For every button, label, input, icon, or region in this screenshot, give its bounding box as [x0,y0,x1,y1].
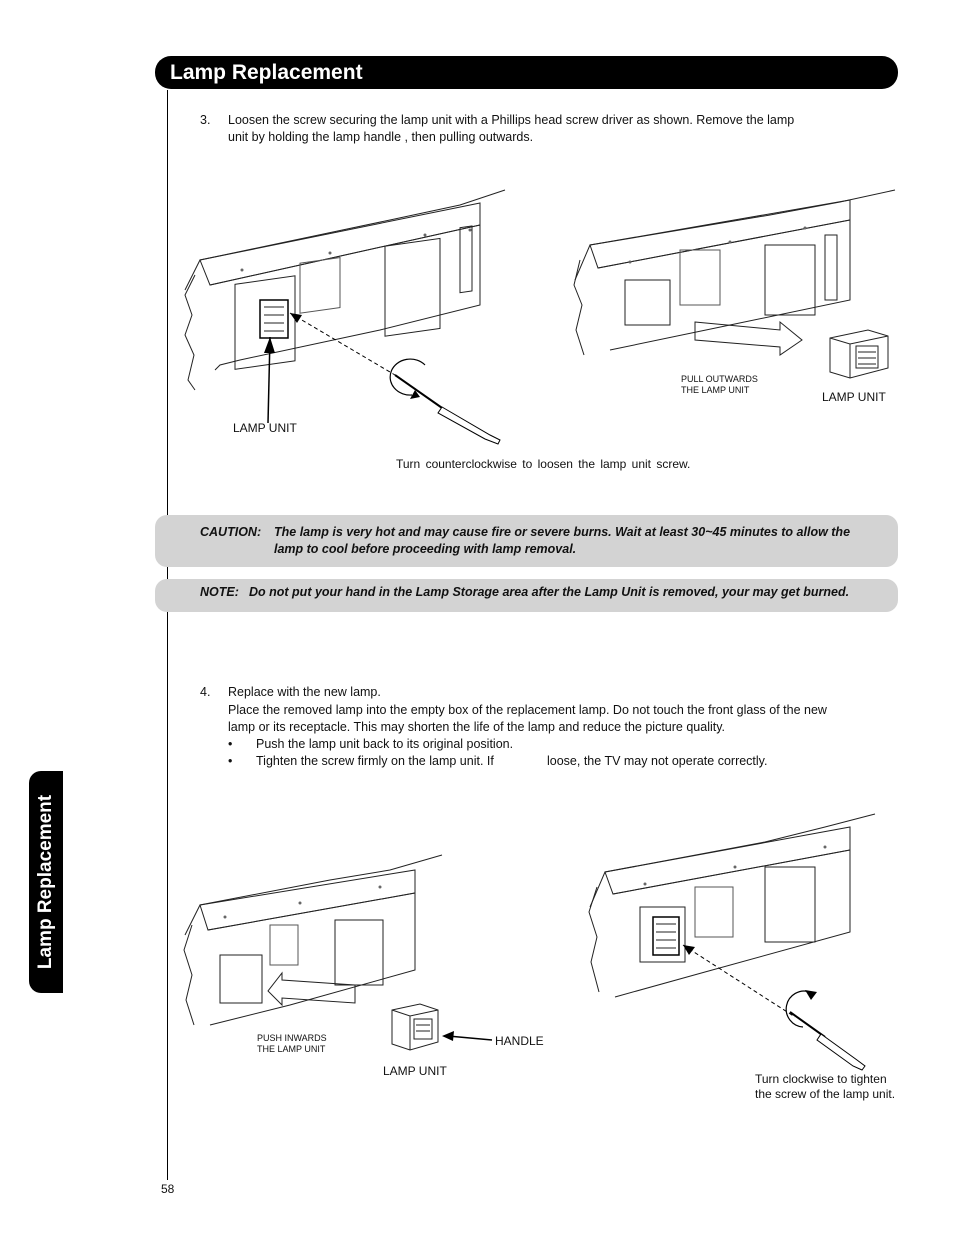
page-number: 58 [161,1182,175,1196]
caution-line2: lamp to cool before proceeding with lamp removal. [274,542,577,556]
figure1-lamp-unit-right-label: LAMP UNIT [822,390,886,404]
caution-line1: The lamp is very hot and may cause fire or severe burns. Wait at least 30~45 minutes to allow the [274,525,851,539]
figure2-caption-line1: Turn clockwise to tighten [755,1072,887,1086]
step4-bullet1: Push the lamp unit back to its original position. [256,737,514,751]
side-tab-label: Lamp Replacement [35,794,56,970]
margin-rule [167,90,168,1180]
figure2-push-line2: THE LAMP UNIT [257,1044,326,1054]
figure2-caption-line2: the screw of the lamp unit. [755,1087,896,1101]
step4-line2: Place the removed lamp into the empty box of the replacement lamp. Do not touch the front glass of the new [228,703,827,717]
step4-bullet1-marker: • [228,737,233,751]
handle-arrow [440,1030,495,1050]
figure1-left-illustration [180,185,520,455]
step3-number: 3. [200,113,211,127]
figure1-pull-line1: PULL OUTWARDS [681,374,758,384]
step4-bullet2a: Tighten the screw firmly on the lamp unit. If [256,754,494,768]
figure1-caption: Turn counterclockwise to loosen the lamp unit screw. [396,457,691,471]
note-label: NOTE: [200,585,239,599]
figure1-lamp-unit-label: LAMP UNIT [233,421,297,435]
step4-bullet2b: loose, the TV may not operate correctly. [547,754,768,768]
caution-label: CAUTION: [200,525,262,539]
figure2-right-illustration [585,812,880,1072]
figure2-lamp-unit-icon [390,1002,440,1052]
step3-line2: unit by holding the lamp handle , then pulling outwards. [228,130,534,144]
step4-line1: Replace with the new lamp. [228,685,381,699]
step4-number: 4. [200,685,211,699]
step3-line1: Loosen the screw securing the lamp unit with a Phillips head screw driver as shown. Remove the lamp [228,113,795,127]
note-text: Do not put your hand in the Lamp Storage area after the Lamp Unit is removed, your may get burned. [249,585,850,599]
figure2-lamp-unit-label: LAMP UNIT [383,1064,447,1078]
figure2-handle-label: HANDLE [495,1034,544,1048]
step4-line3: lamp or its receptacle. This may shorten the life of the lamp and reduce the picture quality. [228,720,726,734]
figure2-push-line1: PUSH INWARDS [257,1033,327,1043]
figure1-pull-line2: THE LAMP UNIT [681,385,750,395]
page-title: Lamp Replacement [170,61,363,84]
figure1-lamp-unit-icon [828,328,890,380]
step4-bullet2-marker: • [228,754,233,768]
